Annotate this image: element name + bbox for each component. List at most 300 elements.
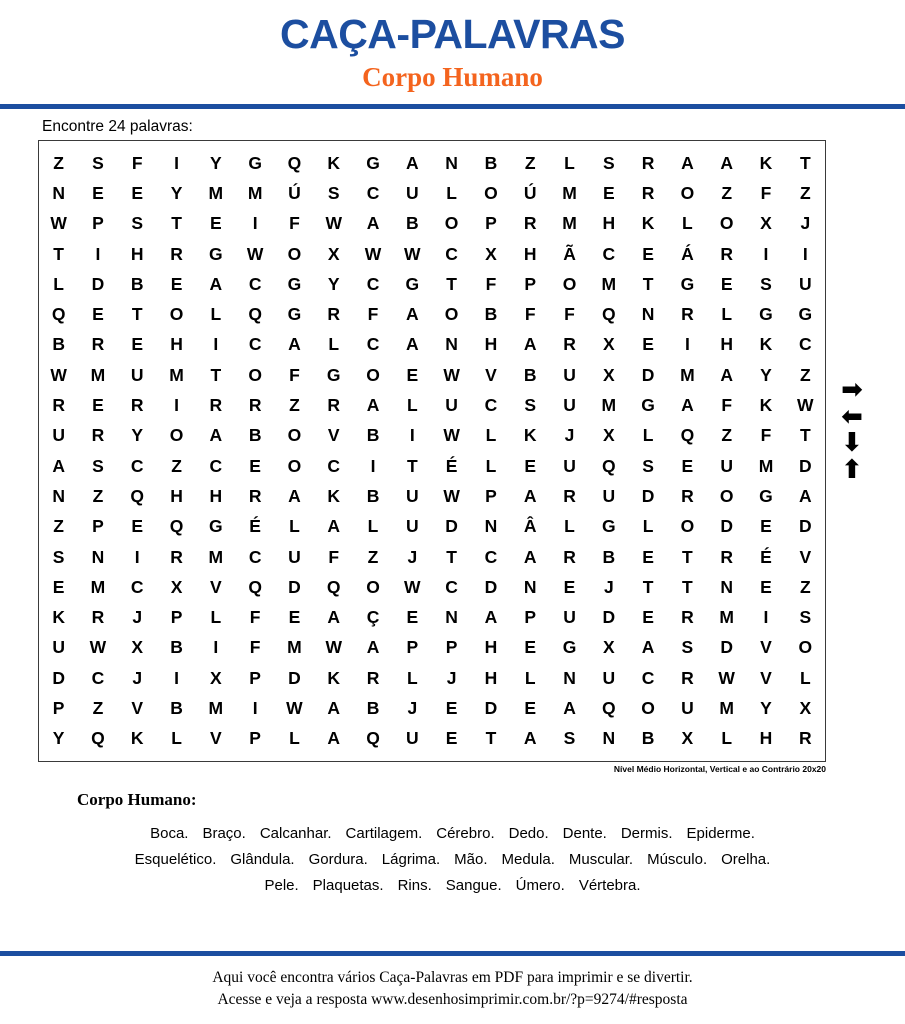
grid-cell[interactable]: E: [406, 607, 419, 628]
grid-cell[interactable]: A: [523, 546, 537, 567]
grid-cell[interactable]: H: [484, 637, 498, 658]
grid-cell[interactable]: B: [602, 546, 616, 567]
grid-cell[interactable]: D: [799, 455, 812, 476]
grid-cell[interactable]: V: [131, 697, 144, 718]
grid-cell[interactable]: C: [484, 395, 498, 416]
grid-cell[interactable]: O: [719, 213, 734, 234]
grid-cell[interactable]: A: [366, 637, 380, 658]
grid-cell[interactable]: S: [131, 213, 144, 234]
grid-cell[interactable]: L: [642, 516, 654, 537]
grid-cell[interactable]: P: [170, 607, 183, 628]
grid-cell[interactable]: G: [641, 395, 655, 416]
grid-cell[interactable]: F: [289, 213, 300, 234]
grid-cell[interactable]: C: [484, 546, 498, 567]
grid-cell[interactable]: R: [799, 728, 812, 749]
grid-cell[interactable]: O: [287, 243, 302, 264]
grid-cell[interactable]: P: [445, 637, 458, 658]
grid-cell[interactable]: J: [407, 546, 418, 567]
grid-cell[interactable]: W: [443, 485, 460, 506]
grid-cell[interactable]: E: [131, 334, 144, 355]
grid-cell[interactable]: A: [799, 485, 812, 506]
grid-cell[interactable]: E: [760, 516, 772, 537]
grid-cell[interactable]: K: [641, 213, 655, 234]
grid-cell[interactable]: I: [213, 334, 219, 355]
grid-cell[interactable]: F: [760, 182, 772, 203]
grid-cell[interactable]: B: [248, 425, 262, 446]
grid-cell[interactable]: L: [171, 728, 182, 749]
grid-cell[interactable]: A: [366, 395, 380, 416]
grid-cell[interactable]: M: [601, 395, 617, 416]
grid-cell[interactable]: P: [92, 213, 104, 234]
grid-cell[interactable]: Q: [51, 304, 66, 325]
grid-cell[interactable]: F: [289, 364, 300, 385]
grid-cell[interactable]: Y: [209, 152, 222, 173]
grid-cell[interactable]: E: [524, 637, 537, 658]
grid-cell[interactable]: X: [760, 213, 772, 234]
grid-cell[interactable]: T: [642, 273, 654, 294]
grid-cell[interactable]: J: [132, 667, 143, 688]
grid-cell[interactable]: U: [52, 637, 65, 658]
word-search-grid[interactable]: [38, 140, 826, 762]
grid-cell[interactable]: N: [52, 182, 65, 203]
grid-cell[interactable]: A: [523, 334, 537, 355]
grid-cell[interactable]: Q: [680, 425, 695, 446]
grid-cell[interactable]: N: [484, 516, 498, 537]
grid-cell[interactable]: T: [485, 728, 497, 749]
grid-cell[interactable]: W: [325, 213, 342, 234]
grid-cell[interactable]: Y: [131, 425, 144, 446]
grid-cell[interactable]: R: [327, 395, 341, 416]
grid-cell[interactable]: A: [327, 728, 341, 749]
grid-cell[interactable]: X: [131, 637, 144, 658]
grid-cell[interactable]: U: [563, 364, 576, 385]
grid-cell[interactable]: B: [484, 152, 498, 173]
grid-cell[interactable]: I: [802, 243, 808, 264]
grid-cell[interactable]: R: [52, 395, 65, 416]
grid-cell[interactable]: T: [131, 304, 143, 325]
grid-cell[interactable]: A: [484, 607, 498, 628]
grid-cell[interactable]: O: [169, 304, 184, 325]
grid-cell[interactable]: D: [52, 667, 65, 688]
grid-cell[interactable]: L: [564, 516, 575, 537]
grid-cell[interactable]: Z: [721, 182, 733, 203]
grid-cell[interactable]: U: [288, 546, 301, 567]
grid-cell[interactable]: E: [92, 395, 104, 416]
grid-cell[interactable]: V: [209, 576, 222, 597]
grid-cell[interactable]: H: [602, 213, 616, 234]
grid-cell[interactable]: X: [209, 667, 222, 688]
grid-cell[interactable]: B: [52, 334, 65, 355]
grid-cell[interactable]: C: [209, 455, 223, 476]
grid-cell[interactable]: A: [288, 485, 301, 506]
grid-cell[interactable]: M: [719, 607, 734, 628]
grid-cell[interactable]: M: [208, 546, 224, 567]
grid-cell[interactable]: X: [170, 576, 183, 597]
grid-cell[interactable]: L: [210, 304, 222, 325]
grid-cell[interactable]: Q: [91, 728, 105, 749]
grid-cell[interactable]: J: [407, 697, 418, 718]
grid-cell[interactable]: Ú: [523, 182, 537, 203]
grid-cell[interactable]: W: [325, 637, 342, 658]
grid-cell[interactable]: M: [719, 697, 734, 718]
grid-cell[interactable]: R: [681, 304, 694, 325]
grid-cell[interactable]: R: [209, 395, 223, 416]
grid-cell[interactable]: O: [680, 182, 695, 203]
grid-cell[interactable]: K: [759, 395, 773, 416]
grid-cell[interactable]: P: [249, 728, 261, 749]
grid-cell[interactable]: A: [327, 516, 341, 537]
grid-cell[interactable]: A: [563, 697, 576, 718]
grid-cell[interactable]: T: [446, 273, 457, 294]
grid-cell[interactable]: L: [642, 425, 654, 446]
grid-cell[interactable]: C: [799, 334, 812, 355]
grid-cell[interactable]: T: [682, 576, 693, 597]
grid-cell[interactable]: I: [763, 243, 769, 264]
grid-cell[interactable]: W: [404, 576, 421, 597]
grid-cell[interactable]: T: [799, 152, 811, 173]
grid-cell[interactable]: E: [131, 516, 144, 537]
grid-cell[interactable]: A: [209, 273, 223, 294]
grid-cell[interactable]: Q: [287, 152, 302, 173]
grid-cell[interactable]: R: [681, 667, 694, 688]
grid-cell[interactable]: R: [170, 243, 183, 264]
grid-cell[interactable]: T: [642, 576, 654, 597]
grid-cell[interactable]: F: [760, 425, 772, 446]
grid-cell[interactable]: A: [720, 152, 734, 173]
grid-cell[interactable]: J: [603, 576, 614, 597]
grid-cell[interactable]: X: [602, 637, 615, 658]
grid-cell[interactable]: L: [524, 667, 536, 688]
grid-cell[interactable]: L: [367, 516, 379, 537]
grid-cell[interactable]: O: [680, 516, 695, 537]
grid-cell[interactable]: S: [760, 273, 772, 294]
grid-cell[interactable]: A: [406, 152, 419, 173]
grid-cell[interactable]: Q: [601, 455, 616, 476]
grid-cell[interactable]: G: [366, 152, 380, 173]
grid-cell[interactable]: O: [444, 304, 459, 325]
grid-cell[interactable]: M: [562, 182, 577, 203]
grid-cell[interactable]: H: [209, 485, 223, 506]
grid-cell[interactable]: H: [170, 334, 183, 355]
grid-cell[interactable]: R: [720, 243, 734, 264]
grid-cell[interactable]: Z: [53, 516, 64, 537]
grid-cell[interactable]: S: [642, 455, 654, 476]
grid-cell[interactable]: C: [130, 576, 144, 597]
grid-cell[interactable]: U: [406, 182, 419, 203]
grid-cell[interactable]: P: [524, 607, 537, 628]
grid-cell[interactable]: W: [246, 243, 264, 264]
grid-cell[interactable]: Ã: [563, 243, 576, 264]
grid-cell[interactable]: N: [720, 576, 734, 597]
grid-cell[interactable]: N: [602, 728, 616, 749]
grid-cell[interactable]: A: [209, 425, 223, 446]
grid-cell[interactable]: Y: [760, 364, 772, 385]
grid-cell[interactable]: H: [759, 728, 773, 749]
grid-cell[interactable]: X: [602, 364, 615, 385]
grid-cell[interactable]: Q: [248, 304, 262, 325]
grid-cell[interactable]: X: [602, 425, 615, 446]
grid-cell[interactable]: W: [443, 364, 460, 385]
grid-cell[interactable]: O: [169, 425, 184, 446]
grid-cell[interactable]: N: [445, 334, 458, 355]
grid-cell[interactable]: M: [90, 364, 106, 385]
grid-cell[interactable]: R: [170, 546, 183, 567]
grid-cell[interactable]: V: [485, 364, 497, 385]
grid-cell[interactable]: E: [681, 455, 694, 476]
grid-cell[interactable]: T: [682, 546, 693, 567]
grid-cell[interactable]: Z: [799, 364, 811, 385]
grid-cell[interactable]: E: [445, 697, 458, 718]
grid-cell[interactable]: S: [563, 728, 576, 749]
grid-cell[interactable]: Y: [170, 182, 183, 203]
grid-cell[interactable]: N: [563, 667, 576, 688]
grid-cell[interactable]: G: [326, 364, 341, 385]
grid-cell[interactable]: A: [406, 334, 419, 355]
grid-cell[interactable]: F: [721, 395, 733, 416]
grid-cell[interactable]: Q: [601, 304, 616, 325]
grid-cell[interactable]: W: [404, 243, 421, 264]
grid-cell[interactable]: N: [445, 152, 458, 173]
grid-cell[interactable]: W: [50, 364, 67, 385]
grid-cell[interactable]: U: [130, 364, 144, 385]
grid-cell[interactable]: Z: [92, 697, 104, 718]
grid-cell[interactable]: C: [248, 334, 262, 355]
grid-cell[interactable]: W: [286, 697, 303, 718]
grid-cell[interactable]: G: [798, 304, 813, 325]
grid-cell[interactable]: B: [641, 728, 655, 749]
grid-cell[interactable]: É: [760, 546, 772, 567]
grid-cell[interactable]: H: [720, 334, 734, 355]
grid-cell[interactable]: F: [564, 304, 575, 325]
grid-cell[interactable]: O: [719, 485, 734, 506]
grid-cell[interactable]: D: [288, 667, 301, 688]
grid-cell[interactable]: X: [602, 334, 615, 355]
grid-cell[interactable]: G: [680, 273, 695, 294]
grid-cell[interactable]: M: [562, 213, 577, 234]
grid-cell[interactable]: U: [799, 273, 812, 294]
grid-cell[interactable]: A: [641, 637, 655, 658]
grid-cell[interactable]: D: [484, 576, 498, 597]
grid-cell[interactable]: R: [91, 607, 105, 628]
grid-cell[interactable]: T: [210, 364, 222, 385]
grid-cell[interactable]: D: [641, 485, 655, 506]
grid-cell[interactable]: E: [642, 607, 654, 628]
grid-cell[interactable]: O: [366, 364, 380, 385]
grid-cell[interactable]: A: [681, 395, 694, 416]
grid-cell[interactable]: S: [327, 182, 340, 203]
grid-cell[interactable]: K: [327, 152, 341, 173]
grid-cell[interactable]: D: [720, 516, 734, 537]
grid-cell[interactable]: Z: [367, 546, 379, 567]
grid-cell[interactable]: E: [170, 273, 183, 294]
grid-cell[interactable]: V: [760, 667, 772, 688]
grid-cell[interactable]: T: [171, 213, 182, 234]
grid-cell[interactable]: P: [485, 485, 497, 506]
grid-cell[interactable]: E: [602, 182, 615, 203]
grid-cell[interactable]: E: [642, 334, 654, 355]
grid-cell[interactable]: C: [91, 667, 105, 688]
grid-cell[interactable]: K: [52, 607, 65, 628]
grid-cell[interactable]: H: [484, 334, 498, 355]
grid-cell[interactable]: D: [91, 273, 105, 294]
grid-cell[interactable]: A: [406, 304, 419, 325]
grid-cell[interactable]: G: [287, 273, 302, 294]
grid-cell[interactable]: H: [484, 667, 498, 688]
grid-cell[interactable]: C: [366, 182, 380, 203]
grid-cell[interactable]: T: [446, 546, 457, 567]
grid-cell[interactable]: O: [287, 425, 302, 446]
grid-cell[interactable]: E: [92, 182, 104, 203]
grid-cell[interactable]: J: [132, 607, 143, 628]
grid-cell[interactable]: U: [602, 667, 616, 688]
grid-cell[interactable]: R: [641, 182, 655, 203]
grid-cell[interactable]: T: [406, 455, 418, 476]
grid-cell[interactable]: Z: [92, 485, 104, 506]
grid-cell[interactable]: K: [327, 485, 341, 506]
grid-cell[interactable]: E: [445, 728, 458, 749]
grid-cell[interactable]: S: [524, 395, 537, 416]
grid-cell[interactable]: P: [92, 516, 104, 537]
grid-cell[interactable]: Q: [601, 697, 616, 718]
grid-cell[interactable]: W: [89, 637, 107, 658]
grid-cell[interactable]: B: [484, 304, 498, 325]
grid-cell[interactable]: K: [759, 152, 773, 173]
grid-cell[interactable]: E: [288, 607, 301, 628]
grid-cell[interactable]: S: [92, 152, 104, 173]
grid-cell[interactable]: M: [247, 182, 263, 203]
grid-cell[interactable]: F: [328, 546, 340, 567]
grid-cell[interactable]: E: [524, 697, 537, 718]
grid-cell[interactable]: H: [170, 485, 183, 506]
grid-cell[interactable]: Á: [681, 243, 694, 264]
grid-cell[interactable]: F: [524, 304, 536, 325]
grid-cell[interactable]: M: [601, 273, 617, 294]
grid-cell[interactable]: M: [208, 697, 224, 718]
grid-cell[interactable]: C: [445, 243, 458, 264]
grid-cell[interactable]: B: [170, 697, 183, 718]
grid-cell[interactable]: R: [130, 395, 144, 416]
grid-cell[interactable]: V: [327, 425, 340, 446]
grid-cell[interactable]: O: [366, 576, 380, 597]
grid-cell[interactable]: H: [523, 243, 537, 264]
grid-cell[interactable]: R: [563, 485, 576, 506]
grid-cell[interactable]: B: [406, 213, 419, 234]
grid-cell[interactable]: É: [445, 455, 458, 476]
grid-cell[interactable]: E: [92, 304, 104, 325]
grid-cell[interactable]: Ú: [288, 182, 301, 203]
grid-cell[interactable]: X: [799, 697, 812, 718]
grid-cell[interactable]: Q: [248, 576, 262, 597]
grid-cell[interactable]: O: [287, 455, 302, 476]
grid-cell[interactable]: N: [523, 576, 537, 597]
grid-cell[interactable]: G: [209, 243, 223, 264]
grid-cell[interactable]: L: [721, 728, 733, 749]
grid-cell[interactable]: S: [681, 637, 694, 658]
grid-cell[interactable]: G: [287, 304, 302, 325]
grid-cell[interactable]: L: [485, 425, 497, 446]
grid-cell[interactable]: U: [563, 607, 576, 628]
grid-cell[interactable]: Z: [289, 395, 300, 416]
grid-cell[interactable]: R: [563, 546, 576, 567]
grid-cell[interactable]: E: [406, 364, 419, 385]
grid-cell[interactable]: G: [562, 637, 577, 658]
grid-cell[interactable]: L: [485, 455, 497, 476]
grid-cell[interactable]: I: [409, 425, 415, 446]
grid-cell[interactable]: V: [760, 637, 772, 658]
grid-cell[interactable]: G: [601, 516, 616, 537]
grid-cell[interactable]: I: [252, 213, 258, 234]
grid-cell[interactable]: H: [130, 243, 144, 264]
grid-cell[interactable]: L: [721, 304, 733, 325]
grid-cell[interactable]: D: [799, 516, 812, 537]
grid-cell[interactable]: M: [169, 364, 184, 385]
grid-cell[interactable]: D: [484, 697, 498, 718]
grid-cell[interactable]: X: [485, 243, 497, 264]
grid-cell[interactable]: C: [327, 455, 341, 476]
grid-cell[interactable]: L: [210, 607, 222, 628]
grid-cell[interactable]: L: [53, 273, 64, 294]
grid-cell[interactable]: G: [759, 304, 773, 325]
grid-cell[interactable]: Y: [760, 697, 772, 718]
grid-cell[interactable]: B: [366, 697, 380, 718]
grid-cell[interactable]: U: [406, 728, 419, 749]
grid-cell[interactable]: E: [249, 455, 261, 476]
grid-cell[interactable]: F: [367, 304, 379, 325]
grid-cell[interactable]: G: [209, 516, 223, 537]
grid-cell[interactable]: U: [563, 455, 576, 476]
grid-cell[interactable]: T: [799, 425, 811, 446]
grid-cell[interactable]: Z: [721, 425, 733, 446]
grid-cell[interactable]: P: [485, 213, 497, 234]
grid-cell[interactable]: I: [95, 243, 101, 264]
grid-cell[interactable]: C: [130, 455, 144, 476]
grid-cell[interactable]: F: [249, 607, 261, 628]
grid-cell[interactable]: L: [682, 213, 693, 234]
grid-cell[interactable]: L: [289, 728, 300, 749]
grid-cell[interactable]: S: [92, 455, 104, 476]
grid-cell[interactable]: L: [289, 516, 300, 537]
grid-cell[interactable]: C: [602, 243, 616, 264]
grid-cell[interactable]: I: [174, 152, 179, 173]
grid-cell[interactable]: U: [681, 697, 694, 718]
grid-cell[interactable]: O: [562, 273, 577, 294]
grid-cell[interactable]: R: [91, 425, 105, 446]
grid-cell[interactable]: Q: [366, 728, 380, 749]
grid-cell[interactable]: C: [366, 334, 380, 355]
grid-cell[interactable]: G: [405, 273, 420, 294]
grid-cell[interactable]: U: [52, 425, 65, 446]
grid-cell[interactable]: G: [759, 485, 773, 506]
grid-cell[interactable]: C: [248, 546, 262, 567]
grid-cell[interactable]: U: [720, 455, 734, 476]
grid-cell[interactable]: O: [641, 697, 655, 718]
grid-cell[interactable]: W: [718, 667, 735, 688]
grid-cell[interactable]: E: [131, 182, 144, 203]
grid-cell[interactable]: I: [174, 667, 179, 688]
grid-cell[interactable]: W: [797, 395, 814, 416]
grid-cell[interactable]: G: [248, 152, 262, 173]
grid-cell[interactable]: R: [523, 213, 537, 234]
grid-cell[interactable]: E: [642, 546, 654, 567]
grid-cell[interactable]: M: [208, 182, 224, 203]
grid-cell[interactable]: I: [252, 697, 258, 718]
grid-cell[interactable]: L: [406, 395, 418, 416]
grid-cell[interactable]: A: [327, 697, 341, 718]
grid-cell[interactable]: J: [800, 213, 811, 234]
grid-cell[interactable]: Z: [799, 182, 811, 203]
grid-cell[interactable]: Z: [524, 152, 536, 173]
grid-cell[interactable]: A: [523, 728, 537, 749]
